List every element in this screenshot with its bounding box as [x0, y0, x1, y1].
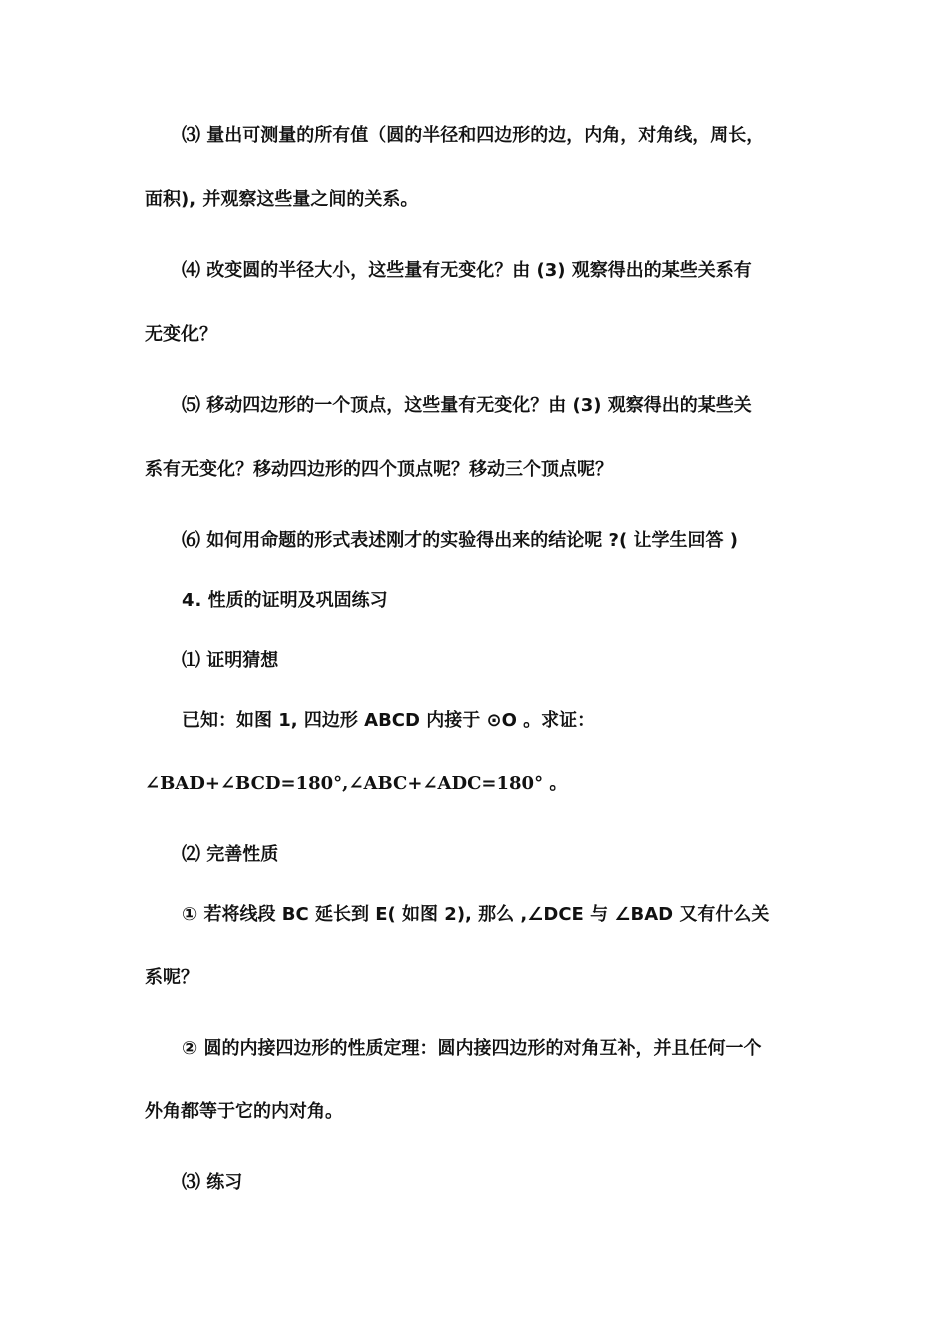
paragraph-5-line-1: ⑸ 移动四边形的一个顶点，这些量有无变化？由 (3) 观察得出的某些关 — [182, 395, 752, 416]
paragraph-4-line-2: 无变化？ — [145, 324, 217, 345]
subsection-property-heading: ⑵ 完善性质 — [182, 844, 279, 865]
item-1-line-2: 系呢？ — [145, 967, 199, 988]
paragraph-3-line-1: ⑶ 量出可测量的所有值（圆的半径和四边形的边，内角，对角线，周长， — [182, 125, 765, 146]
paragraph-3-line-2: 面积), 并观察这些量之间的关系。 — [145, 189, 419, 210]
subsection-exercise-heading: ⑶ 练习 — [182, 1172, 243, 1193]
paragraph-5-line-2: 系有无变化？移动四边形的四个顶点呢？移动三个顶点呢？ — [145, 459, 613, 480]
item-2-line-2: 外角都等于它的内对角。 — [145, 1101, 343, 1122]
paragraph-6: ⑹ 如何用命题的形式表述刚才的实验得出来的结论呢 ?( 让学生回答 ) — [182, 530, 738, 551]
section-heading-4: 4. 性质的证明及巩固练习 — [182, 590, 388, 611]
to-prove-statement: ∠BAD+∠BCD=180°,∠ABC+∠ADC=180° 。 — [145, 773, 568, 794]
item-2-line-1: ② 圆的内接四边形的性质定理：圆内接四边形的对角互补，并且任何一个 — [182, 1038, 762, 1059]
given-statement: 已知：如图 1, 四边形 ABCD 内接于 ⊙O 。求证： — [182, 710, 596, 731]
subsection-proof-heading: ⑴ 证明猜想 — [182, 650, 279, 671]
paragraph-4-line-1: ⑷ 改变圆的半径大小，这些量有无变化？由 (3) 观察得出的某些关系有 — [182, 260, 752, 281]
item-1-line-1: ① 若将线段 BC 延长到 E( 如图 2), 那么 ,∠DCE 与 ∠BAD 又有什么关 — [182, 904, 770, 925]
